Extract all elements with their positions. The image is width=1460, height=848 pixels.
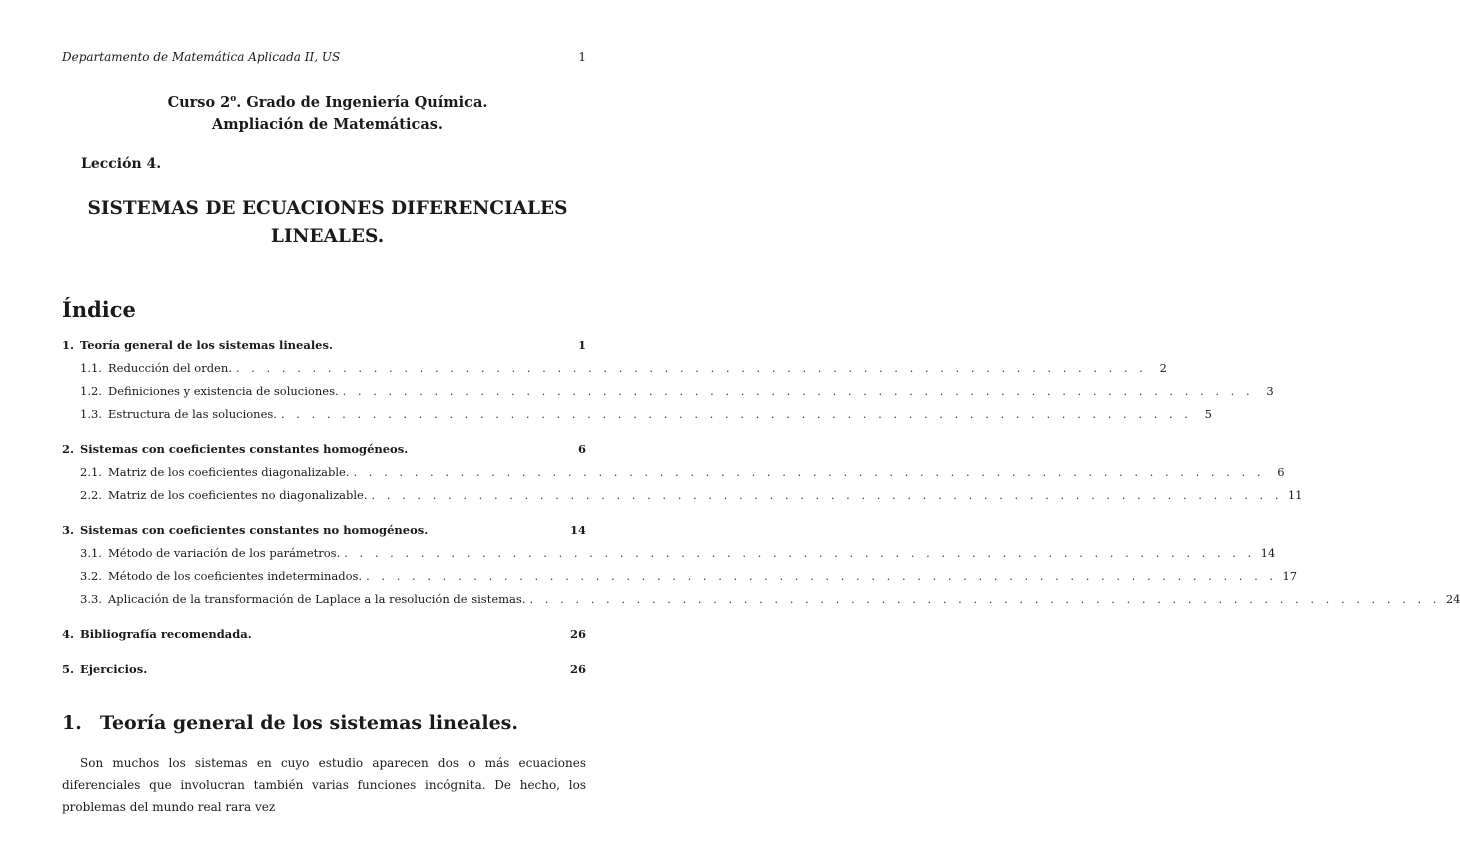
toc-entry-page: 26 [569,662,586,676]
lesson-label: Lección 4. [81,156,162,172]
toc-entry-number: 1.2. [80,384,102,398]
toc-entry-label: Sistemas con coeficientes constantes homogéneos. [80,442,409,456]
toc-entry-label: Método de los coeficientes indeterminados. [108,569,363,583]
toc-entry-page: 2 [1159,361,1167,375]
section-number: 1. [62,712,82,734]
toc-entry-label: Matriz de los coeficientes diagonalizable. [108,465,350,479]
toc-leader: . . . . . . . . . . . . . . . . . . . . . . . . . . . . . . . . . . . . . . . . . . . . . . . . . . . . . . . . . . . . [342,384,1254,398]
toc-entry-page: 26 [569,627,586,641]
course-line-1-prefix: Curso 2 [167,93,231,111]
toc-entry-label: Estructura de las soluciones. [108,407,277,421]
toc-entry-number: 4. [62,627,75,641]
course-line-1 [0,88,655,114]
toc-entry-number: 2.1. [80,465,102,479]
toc-entry-label: Aplicación de la transformación de Laplace a la resolución de sistemas. [108,592,526,606]
toc-entry-page: 6 [577,442,586,456]
title-line-2: LINEALES. [270,226,385,247]
toc-entry-5[interactable] [62,662,586,685]
toc-entry-number: 3.2. [80,569,102,583]
toc-leader: . . . . . . . . . . . . . . . . . . . . . . . . . . . . . . . . . . . . . . . . . . . . . . . . . . . . . . . . . . . . [280,407,1192,421]
course-line-2: Ampliación de Matemáticas. [212,115,443,133]
toc-entry-3[interactable] [62,523,586,546]
toc-entry-3-1[interactable] [62,546,1276,569]
toc-entry-number: 1.3. [80,407,102,421]
running-header [62,50,586,64]
toc-entry-number: 1. [62,338,75,352]
toc-entry-number: 2.2. [80,488,102,502]
toc-entry-number: 3. [62,523,75,537]
table-of-contents [62,338,1460,685]
toc-entry-label: Reducción del orden. [108,361,232,375]
toc-entry-1[interactable] [62,338,586,361]
toc-leader: . . . . . . . . . . . . . . . . . . . . . . . . . . . . . . . . . . . . . . . . . . . . . . . . . . . . . . . . . . . . [344,546,1256,560]
toc-entry-page: 11 [1287,488,1303,502]
toc-spacer [62,615,586,627]
toc-entry-number: 3.3. [80,592,102,606]
toc-entry-page: 5 [1204,407,1212,421]
toc-leader: . . . . . . . . . . . . . . . . . . . . . . . . . . . . . . . . . . . . . . . . . . . . . . . . . . . . . . . . . . . . [371,488,1283,502]
toc-leader: . . . . . . . . . . . . . . . . . . . . . . . . . . . . . . . . . . . . . . . . . . . . . . . . . . . . . . . . . . . . [529,592,1441,606]
toc-entry-1-2[interactable] [62,384,1274,407]
toc-entry-label: Teoría general de los sistemas lineales. [80,338,333,352]
toc-entry-number: 1.1. [80,361,102,375]
course-line-1-ordinal: o [230,94,237,104]
toc-spacer [62,650,586,662]
header-page-number: 1 [578,50,586,64]
toc-entry-label: Método de variación de los parámetros. [108,546,341,560]
toc-entry-page: 14 [569,523,586,537]
toc-entry-number: 5. [62,662,75,676]
toc-leader: . . . . . . . . . . . . . . . . . . . . . . . . . . . . . . . . . . . . . . . . . . . . . . . . . . . . . . . . . . . . [235,361,1147,375]
toc-entry-2[interactable] [62,442,586,465]
header-department: Departamento de Matemática Aplicada II, US [62,50,341,64]
course-info [0,88,655,136]
toc-entry-2-2[interactable] [62,488,1303,511]
toc-leader: . . . . . . . . . . . . . . . . . . . . . . . . . . . . . . . . . . . . . . . . . . . . . . . . . . . . . . . . . . . . [353,465,1265,479]
toc-entry-page: 24 [1445,592,1460,606]
toc-spacer [62,511,586,523]
toc-entry-number: 2. [62,442,75,456]
title-line-1: SISTEMAS DE ECUACIONES DIFERENCIALES [87,198,568,219]
toc-entry-3-2[interactable] [62,569,1298,592]
section-heading [62,712,518,734]
toc-entry-page: 17 [1282,569,1298,583]
body-paragraph: Son muchos los sistemas en cuyo estudio aparecen dos o más ecuaciones diferenciales que involucran también varias funciones incógnita. De hecho, los problemas del mundo real rara vez [62,756,586,814]
toc-entry-3-3[interactable] [62,592,1460,615]
toc-entry-2-1[interactable] [62,465,1285,488]
section-title: Teoría general de los sistemas lineales. [100,712,518,734]
toc-entry-page: 14 [1260,546,1276,560]
toc-entry-page: 1 [577,338,586,352]
index-heading: Índice [62,297,136,322]
toc-leader: . . . . . . . . . . . . . . . . . . . . . . . . . . . . . . . . . . . . . . . . . . . . . . . . . . . . . . . . . . . . [366,569,1278,583]
toc-entry-4[interactable] [62,627,586,650]
toc-entry-label: Bibliografía recomendada. [80,627,252,641]
toc-entry-number: 3.1. [80,546,102,560]
toc-entry-1-1[interactable] [62,361,1167,384]
course-line-1-suffix: . Grado de Ingeniería Química. [236,93,488,111]
toc-entry-label: Definiciones y existencia de soluciones. [108,384,339,398]
toc-entry-label: Matriz de los coeficientes no diagonalizable. [108,488,368,502]
toc-entry-1-3[interactable] [62,407,1212,430]
toc-entry-label: Ejercicios. [80,662,148,676]
document-title [0,195,655,251]
toc-entry-page: 6 [1277,465,1285,479]
toc-spacer [62,430,586,442]
toc-entry-page: 3 [1266,384,1274,398]
toc-entry-label: Sistemas con coeficientes constantes no homogéneos. [80,523,429,537]
